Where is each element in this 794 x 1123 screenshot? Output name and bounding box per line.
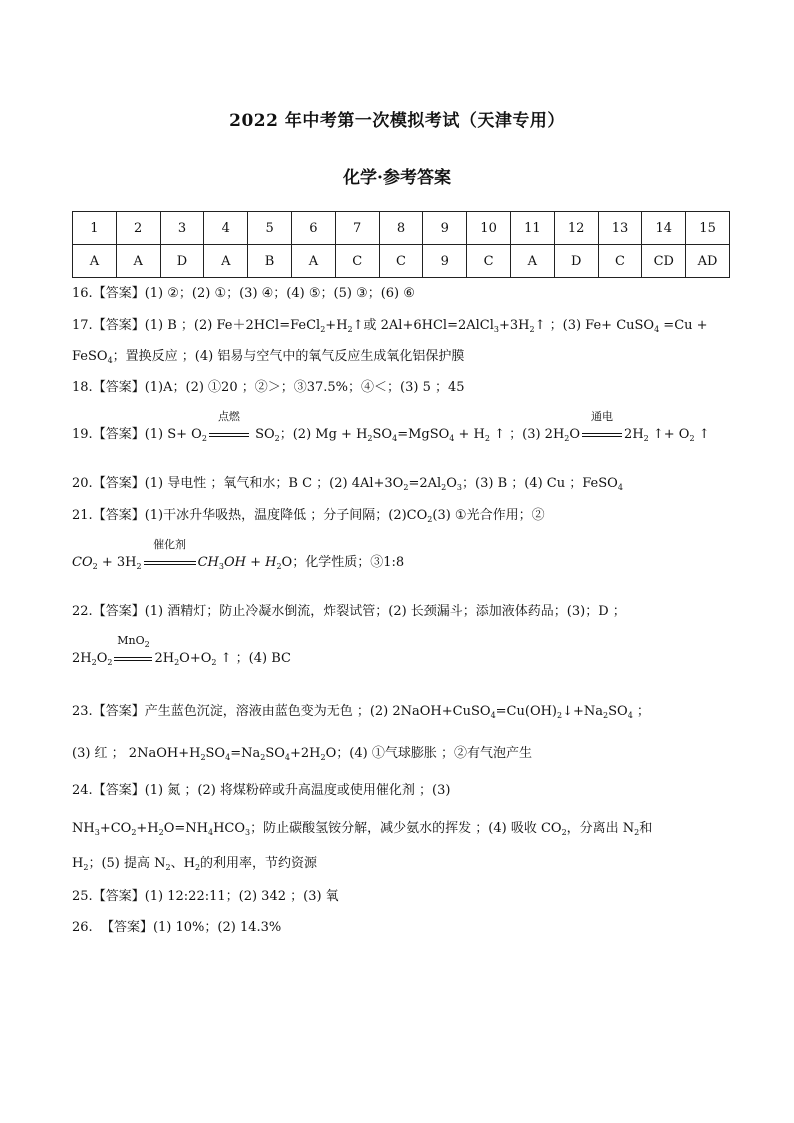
question-number: 16.	[72, 286, 93, 301]
answer-text: (1) 12:22:11；(2) 342 ；(3) 氧	[144, 889, 339, 904]
question-number-cell: 1	[73, 212, 117, 245]
question-number-cell: 4	[204, 212, 248, 245]
answer-cell: AD	[686, 245, 730, 278]
subscript: 3	[94, 828, 100, 837]
answer-text: ↑+ O	[648, 427, 690, 442]
question-number-cell: 13	[598, 212, 642, 245]
subscript: 2	[136, 562, 142, 571]
answer-tag: 【答案】	[100, 920, 153, 935]
subscript: 2	[92, 562, 98, 571]
subscript: 2	[83, 863, 89, 872]
subscript: 4	[107, 356, 113, 365]
double-arrow	[144, 561, 196, 565]
subscript: 3	[456, 483, 463, 492]
answer-text: SO	[372, 427, 393, 442]
answer-text: +H	[325, 318, 348, 333]
answer-table-number-row	[73, 212, 730, 245]
subscript: 2	[260, 753, 266, 762]
question-number-cell: 7	[335, 212, 379, 245]
answer-text: ↑ ；(3) 2H	[489, 427, 565, 442]
answer-text: ；置换反应 ；(4) 铝易与空气中的氧气反应生成氧化铝保护膜	[112, 349, 465, 364]
question-number: 25.	[72, 889, 93, 904]
question-number: 20.	[72, 476, 93, 491]
answer-text: ；(2) Mg + H	[279, 427, 368, 442]
answer-text: (3) 红 ； 2NaOH+H	[72, 746, 201, 761]
answer-text: CO	[72, 555, 93, 570]
answer-17-line1	[72, 316, 708, 336]
reaction-condition-mno2	[114, 634, 152, 669]
subscript: 2	[347, 325, 353, 334]
answer-text: + H	[454, 427, 485, 442]
subscript: 2	[131, 828, 137, 837]
answer-text: + 3H	[97, 555, 137, 570]
answer-25	[72, 887, 339, 907]
subscript: 3	[218, 562, 224, 571]
condition-label: 点燃	[217, 410, 240, 423]
question-number-cell: 8	[379, 212, 423, 245]
answer-24-line1	[72, 781, 450, 801]
subscript: 2	[158, 828, 164, 837]
question-number: 18.	[72, 380, 93, 395]
answer-cell: 9	[423, 245, 467, 278]
answer-text: =Cu(OH)	[495, 704, 558, 719]
reaction-condition-electrify	[582, 410, 622, 445]
answer-cell: D	[554, 245, 598, 278]
subscript: 4	[449, 434, 455, 443]
subscript: 2	[634, 828, 640, 837]
answer-cell: A	[73, 245, 117, 278]
answer-text: SO	[205, 746, 226, 761]
subscript: 2	[211, 658, 217, 667]
subscript: 2	[165, 863, 171, 872]
subscript: 3	[493, 325, 499, 334]
condition-label: 通电	[591, 410, 614, 423]
answer-tag: 【答案】	[92, 704, 145, 719]
question-number: 24.	[72, 783, 93, 798]
answer-cell: A	[291, 245, 335, 278]
answer-text: O；(4) ①气球膨胀 ；②有气泡产生	[325, 746, 532, 761]
subscript: 2	[174, 658, 180, 667]
subscript: 2	[557, 711, 563, 720]
answer-text: (1) 10%；(2) 14.3%	[152, 920, 282, 935]
answer-text: O	[446, 476, 457, 491]
subscript: 2	[403, 483, 409, 492]
answer-tag: 【答案】	[92, 783, 145, 798]
subscript: 2	[201, 434, 207, 443]
answer-text: =2Al	[408, 476, 442, 491]
answer-text: +CO	[99, 821, 132, 836]
double-arrow	[582, 433, 622, 437]
question-number-cell: 15	[686, 212, 730, 245]
question-number-cell: 11	[510, 212, 554, 245]
answer-tag: 【答案】	[92, 286, 145, 301]
answer-26	[72, 918, 281, 938]
subscript: 2	[367, 434, 373, 443]
answer-text: (1)干冰升华吸热，温度降低 ；分子间隔；(2)CO	[144, 508, 428, 523]
answer-text: 产生蓝色沉淀，溶液由蓝色变为无色 ；(2) 2NaOH+CuSO	[144, 704, 491, 719]
answer-text: ；防止碳酸氢铵分解，减少氨水的挥发 ；(4) 吸收 CO	[250, 821, 562, 836]
answer-text: ↑ ；(4) BC	[216, 651, 291, 666]
subscript: 2	[320, 753, 326, 762]
answer-24-line2	[72, 819, 652, 839]
answer-cell: C	[598, 245, 642, 278]
question-number: 21.	[72, 508, 93, 523]
answer-text: ↑或 2Al+6HCl=2AlCl	[352, 318, 494, 333]
answer-text: (3) ①光合作用；②	[432, 508, 545, 523]
answer-22-line2	[72, 634, 291, 669]
answer-21-line1	[72, 506, 545, 526]
page-title: 2022 年中考第一次模拟考试（天津专用）	[229, 111, 565, 131]
answer-tag: 【答案】	[92, 889, 145, 904]
reaction-condition-catalyst	[144, 538, 196, 573]
question-number-cell: 5	[248, 212, 292, 245]
answer-text: HCO	[213, 821, 246, 836]
subscript: 2	[276, 562, 282, 571]
answer-text: CH	[197, 555, 219, 570]
answer-21-line2	[72, 538, 405, 573]
subscript: 2	[107, 658, 113, 667]
answer-tag: 【答案】	[92, 427, 145, 442]
answer-text: =Na	[230, 746, 261, 761]
question-number: 23.	[72, 704, 93, 719]
answer-text: (1) B ；(2) Fe＋2HCl=FeCl	[144, 318, 321, 333]
answer-text: ；(5) 提高 N	[88, 856, 166, 871]
answer-text: ↑	[694, 427, 710, 442]
question-number-cell: 10	[467, 212, 511, 245]
question-number: 19.	[72, 427, 93, 442]
answer-text: +2H	[290, 746, 321, 761]
answer-23-line2	[72, 744, 532, 764]
answer-cell: A	[116, 245, 160, 278]
answer-text: OH + H	[223, 555, 277, 570]
answer-text: ↓+Na	[562, 704, 604, 719]
subscript: 4	[208, 828, 214, 837]
condition-label	[114, 635, 152, 647]
subscript: 2	[200, 753, 206, 762]
answer-tag: 【答案】	[92, 508, 145, 523]
answer-tag: 【答案】	[92, 318, 145, 333]
answer-cell: CD	[642, 245, 686, 278]
answer-text: =Cu +	[659, 318, 708, 333]
answer-cell: D	[160, 245, 204, 278]
subscript: 2	[561, 828, 567, 837]
question-number-cell: 12	[554, 212, 598, 245]
question-number-cell: 3	[160, 212, 204, 245]
answer-text: O	[96, 651, 108, 666]
answer-text: ，分离出 N	[566, 821, 635, 836]
subscript: 4	[392, 434, 398, 443]
answer-text: (1) S+ O	[144, 427, 202, 442]
double-arrow	[114, 657, 152, 661]
answer-cell: A	[204, 245, 248, 278]
reaction-condition-ignite	[209, 410, 249, 445]
subscript: 2	[144, 640, 150, 649]
subscript: 2	[91, 658, 97, 667]
answer-19	[72, 410, 710, 445]
answer-text: 和	[639, 821, 653, 836]
subscript: 4	[490, 711, 496, 720]
answer-22-line1	[72, 602, 626, 622]
answer-23-line1	[72, 702, 650, 722]
question-number: 17.	[72, 318, 93, 333]
subscript: 2	[689, 434, 695, 443]
answer-text: ↑ ；(3) Fe+ CuSO	[534, 318, 655, 333]
answer-text: +H	[136, 821, 159, 836]
answer-24-line3	[72, 854, 317, 874]
answer-text: SO	[250, 427, 275, 442]
answer-cell: C	[379, 245, 423, 278]
answer-text: NH	[72, 821, 95, 836]
answer-text: ；	[632, 704, 650, 719]
answer-text: (1) 导电性 ；氧气和水；B C ；(2) 4Al+3O	[144, 476, 404, 491]
subscript: 2	[484, 434, 490, 443]
answer-20	[72, 474, 623, 494]
answer-table	[72, 211, 730, 278]
subscript: 2	[427, 515, 433, 524]
answer-cell: C	[467, 245, 511, 278]
subscript: 2	[274, 434, 280, 443]
answer-text: O=NH	[163, 821, 208, 836]
question-number-cell: 14	[642, 212, 686, 245]
answer-text: 2H	[154, 651, 175, 666]
answer-text: O+O	[179, 651, 212, 666]
subscript: 2	[194, 863, 201, 872]
answer-text: 的利用率，节约资源	[200, 856, 318, 871]
answer-text: H	[72, 856, 84, 871]
double-arrow	[209, 433, 249, 437]
question-number-cell: 6	[291, 212, 335, 245]
catalyst-formula: MnO	[117, 634, 145, 647]
answer-18	[72, 378, 465, 398]
answer-text: SO	[265, 746, 285, 761]
question-number: 22.	[72, 604, 93, 619]
subscript: 4	[617, 483, 623, 492]
subscript: 2	[320, 325, 326, 334]
answer-text: O；化学性质；③1:8	[281, 555, 405, 570]
answer-text: ；(3) B ；(4) Cu ；FeSO	[462, 476, 618, 491]
subscript: 3	[245, 828, 251, 837]
subscript: 4	[654, 325, 660, 334]
answer-cell: B	[248, 245, 292, 278]
answer-17-line2	[72, 347, 464, 367]
answer-text: (1) 酒精灯；防止冷凝水倒流，炸裂试管；(2) 长颈漏斗；添加液体药品；(3)；D ；	[144, 604, 626, 619]
condition-label: 催化剂	[153, 538, 187, 551]
answer-text: (1) 氮 ；(2) 将煤粉碎或升高温度或使用催化剂 ；(3)	[144, 783, 451, 798]
question-number: 26.	[72, 920, 93, 935]
page-subtitle: 化学·参考答案	[343, 168, 451, 188]
answer-text: O	[569, 427, 581, 442]
subscript: 2	[603, 711, 609, 720]
answer-text: 2H	[72, 651, 92, 666]
subscript: 2	[529, 325, 535, 334]
answer-tag: 【答案】	[92, 604, 145, 619]
subscript: 4	[284, 753, 290, 762]
answer-tag: 【答案】	[92, 380, 145, 395]
answer-table-answer-row	[73, 245, 730, 278]
answer-text: 2H	[624, 427, 644, 442]
subscript: 2	[441, 483, 447, 492]
answer-text: SO	[608, 704, 628, 719]
subscript: 2	[643, 434, 649, 443]
answer-16	[72, 284, 415, 304]
answer-text: +3H	[498, 318, 530, 333]
answer-cell: C	[335, 245, 379, 278]
question-number-cell: 2	[116, 212, 160, 245]
answer-text: 、H	[170, 856, 195, 871]
subscript: 4	[225, 753, 231, 762]
answer-text: (1) ②；(2) ①；(3) ④；(4) ⑤；(5) ③；(6) ⑥	[144, 286, 415, 301]
question-number-cell: 9	[423, 212, 467, 245]
answer-text: (1)A；(2) ①20 ；②＞；③37.5%；④＜；(3) 5 ；45	[144, 380, 465, 395]
answer-cell: A	[510, 245, 554, 278]
answer-tag: 【答案】	[92, 476, 145, 491]
answer-text: FeSO	[72, 349, 108, 364]
answer-text: =MgSO	[397, 427, 450, 442]
subscript: 2	[564, 434, 570, 443]
subscript: 4	[627, 711, 633, 720]
